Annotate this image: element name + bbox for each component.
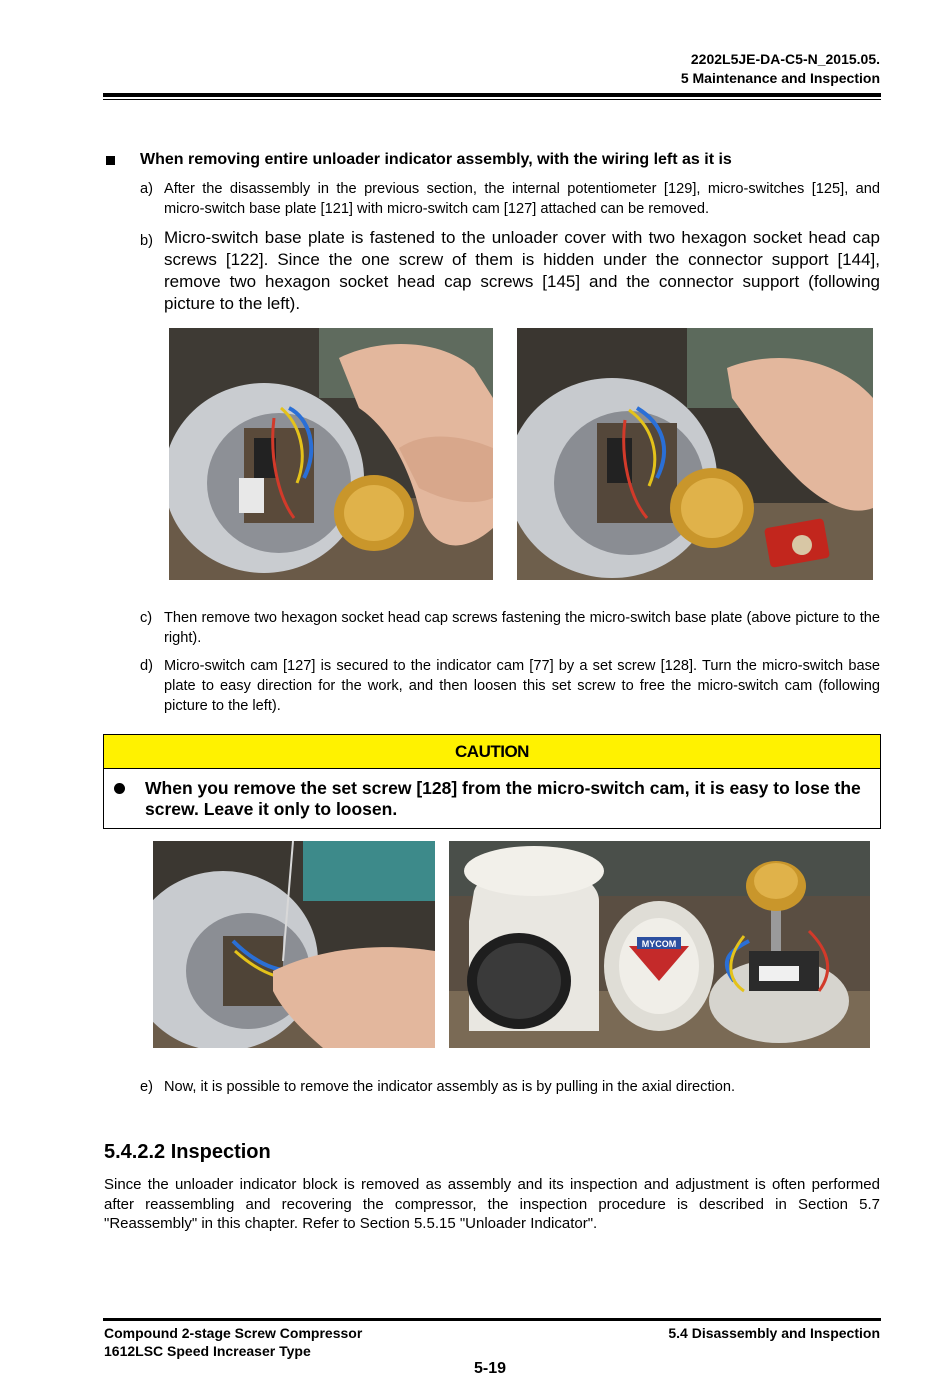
footer-rule — [103, 1318, 881, 1321]
header-rule — [103, 93, 881, 97]
mycom-logo-text: MYCOM — [641, 939, 677, 949]
round-bullet-icon — [114, 783, 125, 794]
square-bullet-icon — [106, 156, 115, 165]
step-marker: a) — [140, 181, 153, 197]
step-text: Then remove two hexagon socket head cap screws fastening the micro-switch base plate (above picture to the right). — [164, 610, 880, 646]
subsection-heading: When removing entire unloader indicator assembly, with the wiring left as it is — [140, 151, 732, 168]
step-marker: e) — [140, 1079, 153, 1095]
section-title-inspection: 5.4.2.2 Inspection — [104, 1141, 271, 1163]
photo-connector-support-removal — [169, 328, 493, 580]
step-text: Now, it is possible to remove the indicator assembly as is by pulling in the axial direction. — [164, 1079, 736, 1095]
step-marker: b) — [140, 233, 153, 249]
footer-section: 5.4 Disassembly and Inspection — [668, 1325, 880, 1341]
step-text: Micro-switch base plate is fastened to the unloader cover with two hexagon socket head cap screws [122]. Since the one screw of them is hidden under the connector support [144], remove two hexagon socket head cap screws [145] and the connector support (following picture to the left). — [164, 228, 880, 313]
step-text: Micro-switch cam [127] is secured to the indicator cam [77] by a set screw [128]. Turn the micro-switch base plate to easy direction for the work, and then loosen this set screw to free the micro-switch cam (following picture to the left). — [164, 658, 880, 714]
step-marker: c) — [140, 610, 153, 626]
caution-box — [103, 734, 881, 829]
inspection-body: Since the unloader indicator block is removed as assembly and its inspection and adjustment is often performed after reassembling and recovering the compressor, the inspection procedure is described in Section 5.7 "Reassembly" in this chapter. Refer to Section 5.5.15 "Unloader Indicator". — [104, 1176, 880, 1232]
step-marker: d) — [140, 658, 153, 674]
step-e — [140, 1077, 880, 1097]
step-b — [140, 227, 880, 315]
photo-removed-indicator-assembly — [449, 841, 870, 1048]
caution-title: CAUTION — [104, 735, 880, 769]
footer-product-line1: Compound 2-stage Screw Compressor — [104, 1325, 363, 1341]
step-text: After the disassembly in the previous section, the internal potentiometer [129], micro-switches [125], and micro-switch base plate [121] with micro-switch cam [127] attached can be removed. — [164, 181, 880, 217]
step-c — [140, 608, 880, 648]
footer-product-line2: 1612LSC Speed Increaser Type — [104, 1343, 311, 1359]
page-number: 5-19 — [473, 1360, 507, 1377]
step-d — [140, 656, 880, 716]
photo-base-plate-screws — [517, 328, 873, 580]
header-rule-thin — [103, 99, 881, 100]
photo-set-screw-loosen — [153, 841, 435, 1048]
header-chapter: 5 Maintenance and Inspection — [680, 70, 880, 86]
step-a — [140, 179, 880, 219]
caution-text: When you remove the set screw [128] from the micro-switch cam, it is easy to lose the screw. Leave it only to loosen. — [145, 778, 861, 819]
header-doc-code: 2202L5JE-DA-C5-N_2015.05. — [690, 51, 880, 67]
